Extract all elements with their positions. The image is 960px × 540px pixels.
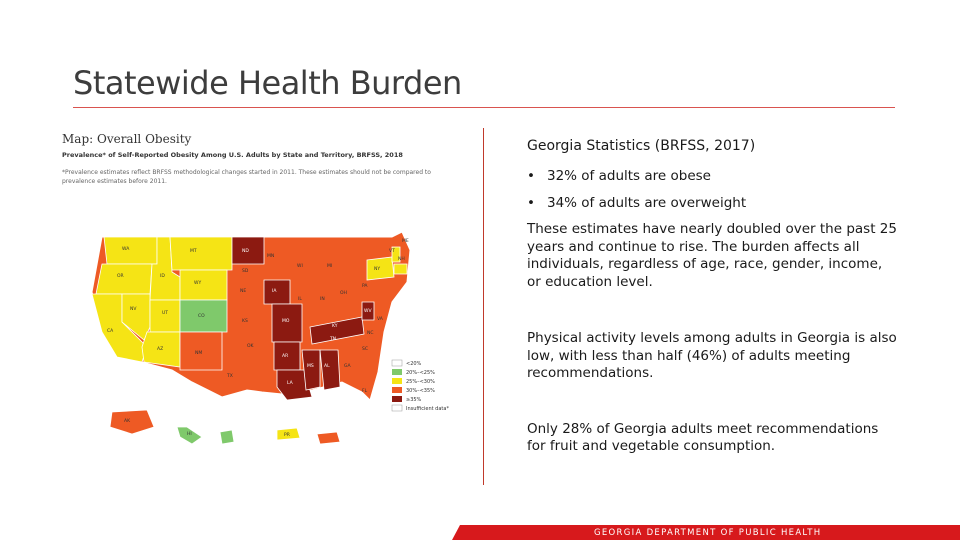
- state-ut: [150, 300, 180, 332]
- label-pa: PA: [362, 284, 368, 289]
- label-hi: HI: [187, 432, 192, 437]
- legend-label-30-35: 30%–<35%: [406, 388, 435, 394]
- bullet-overweight: [527, 195, 897, 211]
- label-ia: IA: [272, 289, 277, 294]
- label-ga: GA: [344, 364, 351, 369]
- legend-swatch-insufficient: [392, 405, 402, 411]
- label-la: LA: [287, 381, 293, 386]
- label-wv: WV: [364, 309, 372, 314]
- label-ky: KY: [332, 324, 338, 329]
- label-wa: WA: [122, 247, 130, 252]
- state-wa: [104, 237, 157, 264]
- label-ms: MS: [307, 364, 314, 369]
- territory-vi: [317, 432, 340, 444]
- label-fl: FL: [362, 389, 368, 394]
- label-pr: PR: [284, 433, 290, 438]
- state-or: [96, 264, 152, 294]
- label-ca: CA: [107, 329, 114, 334]
- label-tn: TN: [330, 337, 337, 342]
- label-mi: MI: [327, 264, 333, 269]
- state-al: [320, 350, 340, 390]
- nutrition-paragraph: Only 28% of Georgia adults meet recommendations for fruit and vegetable consumption.: [527, 420, 879, 454]
- label-al: AL: [324, 364, 330, 369]
- stats-heading: Georgia Statistics (BRFSS, 2017): [527, 138, 756, 154]
- legend-label-35plus: ≥35%: [406, 397, 422, 403]
- title-divider: [73, 107, 895, 108]
- slide-title: Statewide Health Burden: [73, 64, 462, 102]
- bullet-icon: •: [527, 195, 535, 211]
- label-me: ME: [402, 239, 409, 244]
- legend-swatch-30-35: [392, 387, 402, 393]
- label-il: IL: [298, 297, 302, 302]
- label-ar: AR: [282, 354, 289, 359]
- legend-label-insufficient: Insufficient data*: [406, 406, 449, 412]
- state-wy: [180, 270, 227, 300]
- label-nc: NC: [367, 331, 374, 336]
- legend-swatch-25-30: [392, 378, 402, 384]
- label-in: IN: [320, 297, 325, 302]
- label-ny: NY: [374, 267, 381, 272]
- label-mn: MN: [267, 254, 275, 259]
- state-ia: [264, 280, 290, 304]
- column-divider: [483, 128, 484, 485]
- label-nh: NH: [398, 257, 405, 262]
- map-title: Map: Overall Obesity: [62, 132, 192, 146]
- georgia-statistics: [527, 138, 897, 456]
- label-mt: MT: [190, 249, 197, 254]
- state-ma: [394, 264, 407, 274]
- legend-swatch-35plus: [392, 396, 402, 402]
- label-vt: VT: [389, 249, 395, 254]
- label-sc: SC: [362, 347, 368, 352]
- label-tx: TX: [227, 374, 233, 379]
- burden-paragraph: These estimates have nearly doubled over the past 25 years and continue to rise. The burden affects all individuals, regardless of age, race, gender, income, or education level.: [527, 221, 897, 290]
- label-ok: OK: [247, 344, 254, 349]
- label-wy: WY: [194, 281, 202, 286]
- activity-paragraph: Physical activity levels among adults in Georgia is also low, with less than half (46%) of adults meeting recommendations.: [527, 330, 897, 381]
- label-ut: UT: [162, 311, 169, 316]
- state-ny: [367, 257, 394, 280]
- territory-guam: [220, 430, 234, 444]
- bullet-overweight-text: 34% of adults are overweight: [547, 195, 747, 211]
- label-ak: AK: [124, 419, 131, 424]
- legend-swatch-lt20: [392, 360, 402, 366]
- bullet-obese-text: 32% of adults are obese: [547, 168, 711, 184]
- footer-text: GEORGIA DEPARTMENT OF PUBLIC HEALTH: [594, 528, 822, 538]
- label-oh: OH: [340, 291, 347, 296]
- label-ks: KS: [242, 319, 248, 324]
- label-or: OR: [117, 274, 124, 279]
- legend-label-lt20: <20%: [406, 361, 422, 367]
- legend-label-25-30: 25%–<30%: [406, 379, 435, 385]
- map-subtitle: Prevalence* of Self-Reported Obesity Among U.S. Adults by State and Territory, BRFSS, 2018: [62, 151, 403, 159]
- label-co: CO: [198, 314, 205, 319]
- legend-swatch-20-25: [392, 369, 402, 375]
- us-obesity-map: [62, 222, 460, 462]
- bullet-obese: [527, 168, 897, 184]
- obesity-map-panel: [62, 132, 460, 462]
- label-mo: MO: [282, 319, 290, 324]
- bullet-icon: •: [527, 168, 535, 184]
- label-wi: WI: [297, 264, 303, 269]
- label-nv: NV: [130, 307, 137, 312]
- label-az: AZ: [157, 347, 164, 352]
- label-nd: ND: [242, 249, 249, 254]
- map-note: *Prevalence estimates reflect BRFSS methodological changes started in 2011. These estimates should not be compared to prevalence estimates before 2011.: [62, 169, 431, 185]
- label-ne: NE: [240, 289, 247, 294]
- label-nm: NM: [195, 351, 203, 356]
- label-id: ID: [160, 274, 165, 279]
- label-sd: SD: [242, 269, 249, 274]
- legend-label-20-25: 20%–<25%: [406, 370, 435, 376]
- state-ak: [110, 410, 154, 434]
- map-legend: [392, 360, 449, 412]
- state-mt: [170, 237, 232, 270]
- label-va: VA: [377, 317, 383, 322]
